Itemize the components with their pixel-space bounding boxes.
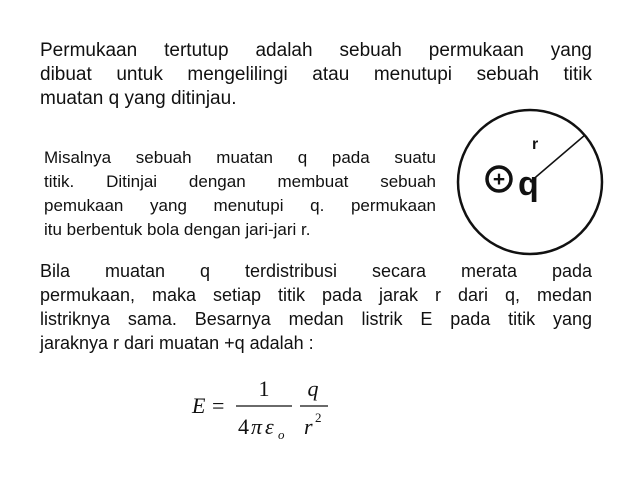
fraction2-exponent: 2 (315, 410, 322, 425)
text-line: dibuat untuk mengelilingi atau menutupi sebuah titik (40, 64, 592, 85)
formula-lhs: E (192, 393, 206, 418)
text-line: itu berbentuk bola dengan jari-jari r. (44, 220, 311, 239)
fraction1-subscript: o (278, 427, 285, 442)
fraction2-numerator: q (307, 376, 319, 401)
formula-equals: = (212, 393, 225, 418)
fraction1-numerator: 1 (258, 376, 270, 401)
fraction1-coefficient: 4 (238, 414, 249, 439)
fraction1-pi: π (251, 414, 263, 439)
text-line: jaraknya r dari muatan +q adalah : (40, 333, 314, 353)
text-line: Bila muatan q terdistribusi secara merata pada (40, 261, 592, 281)
gaussian-sphere-diagram (446, 107, 616, 257)
charge-label: q (518, 165, 539, 203)
fraction2-denominator: r (304, 414, 313, 439)
charge-sign: + (492, 168, 506, 191)
intro-paragraph (40, 39, 592, 111)
text-line: titik. Ditinjai dengan membuat sebuah (44, 172, 436, 191)
field-description-paragraph (40, 259, 592, 355)
text-line: Misalnya sebuah muatan q pada suatu (44, 148, 436, 167)
electric-field-formula (188, 370, 338, 450)
text-line: listriknya sama. Besarnya medan listrik E pada titik yang (40, 309, 592, 329)
example-paragraph (44, 146, 436, 242)
text-line: permukaan, maka setiap titik pada jarak r dari q, medan (40, 285, 592, 305)
radius-label: r (532, 136, 539, 153)
text-line: muatan q yang ditinjau. (40, 88, 237, 109)
text-line: Permukaan tertutup adalah sebuah permukaan yang (40, 40, 592, 61)
text-line: pemukaan yang menutupi q. permukaan (44, 196, 436, 215)
fraction1-epsilon: ε (265, 414, 274, 439)
